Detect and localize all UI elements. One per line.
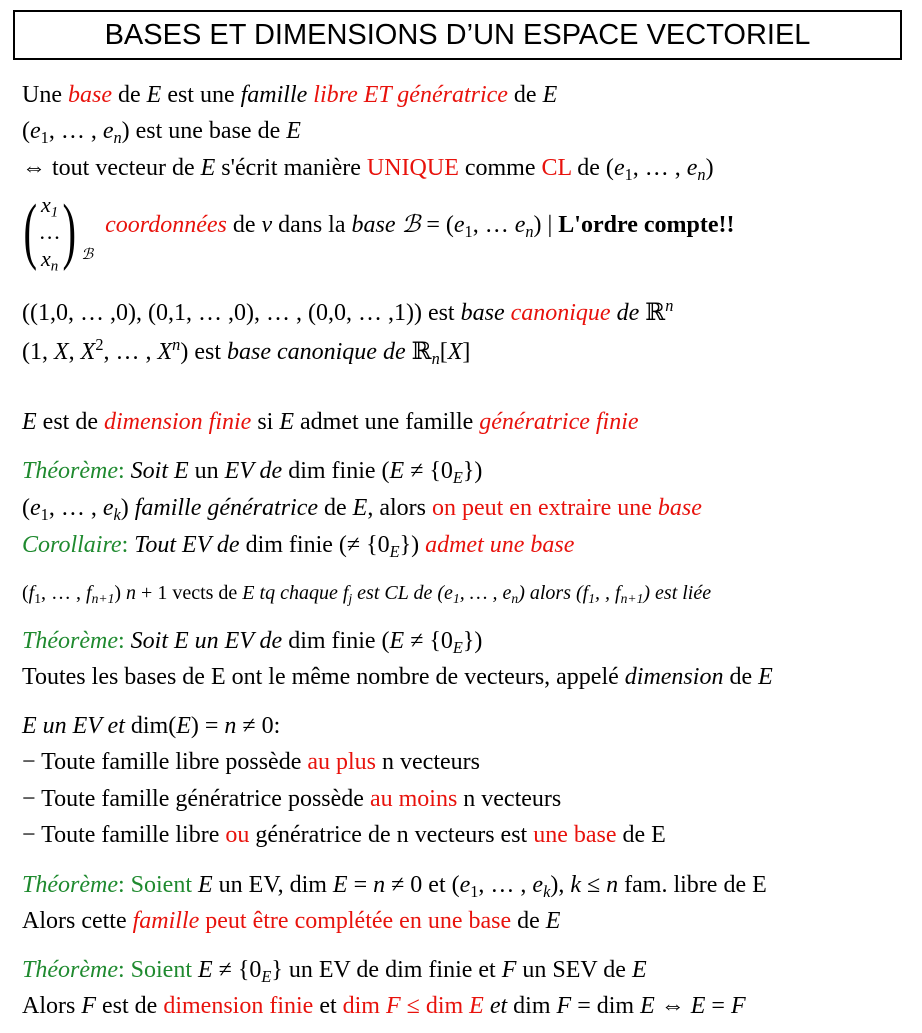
bullet-base: − Toute famille libre ou génératrice de n vecteurs est une base de E [22,822,666,848]
linked-family-statement: ($f_1$, … , $f_{n+1}$) n + 1 vects de E tq chaque $f_j$ est CL de ($e_1$, … , $e_n$) alors ($f_1$, , $f_{n+1}$) est liée [22,582,712,607]
base-statement: ($e_1$, … , $e_n$) est une base de E [22,118,301,147]
theorem-4-body: Alors F est de dimension finie et dim F ≤ dim E et dim F = dim E ⇔ E = F [22,993,746,1019]
canonical-base-polynomials: (1, X, $X^2$, … , $X^n$) est base canonique de ℝ$_n$[X] [22,335,471,368]
canonical-base-rn: ((1,0, … ,0), (0,1, … ,0), … , (0,0, … ,1)) est base canonique de ℝ$^n$ [22,296,674,326]
theorem-1-body: ($e_1$, … , $e_k$) famille génératrice de E, alors on peut en extraire une base [22,495,702,524]
theorem-3-colon: : Soient [117,872,198,898]
title-box [13,10,902,60]
coordinate-vector: ( $x_1$ … $x_n$ ) ℬ [23,190,94,274]
corollary: Corollaire: Tout EV de dim finie (≠ $\{0_E\}$) admet une base [22,532,575,561]
theorem-2: Théorème: Soit E un EV de dim finie $(E \ne \{0_E\})$ [22,628,483,657]
dimension-n-intro: E un EV et dim(E) = n ≠ 0: [22,713,281,739]
definition-base: Une base de E est une famille libre ET génératrice de E [22,82,558,108]
finite-dimension-definition: E est de dimension finie si E admet une famille génératrice finie [22,409,639,435]
page-title: BASES ET DIMENSIONS D’UN ESPACE VECTORIEL [104,18,811,51]
bullet-generating-family: − Toute famille génératrice possède au moins n vecteurs [22,786,562,812]
bullet-free-family: − Toute famille libre possède au plus n vecteurs [22,749,480,775]
unique-decomposition: ⇔ tout vecteur de E s'écrit manière UNIQUE comme CL de ($e_1$, … , $e_n$) [22,155,714,184]
theorem-3: Théorème: Soient E un EV, dim E = n ≠ 0 et ($e_1$, … , $e_k$), k ≤ n fam. libre de E [22,872,767,901]
theorem-1: Théorème: Soit E un EV de dim finie $(E \ne \{0_E\})$ [22,458,483,487]
theorem-2-body: Toutes les bases de E ont le même nombre de vecteurs, appelé dimension de E [22,664,773,690]
theorem-4: Théorème: Soient $E \ne \{0_E\}$ un EV de dim finie et F un SEV de E [22,957,647,986]
theorem-3-body: Alors cette famille peut être complétée en une base de E [22,908,561,934]
coordinates-line: ( $x_1$ … $x_n$ ) ℬ coordonnées de v dans la base ℬ = ($e_1$, … $e_n$) | L'ordre compte!! [18,184,734,278]
